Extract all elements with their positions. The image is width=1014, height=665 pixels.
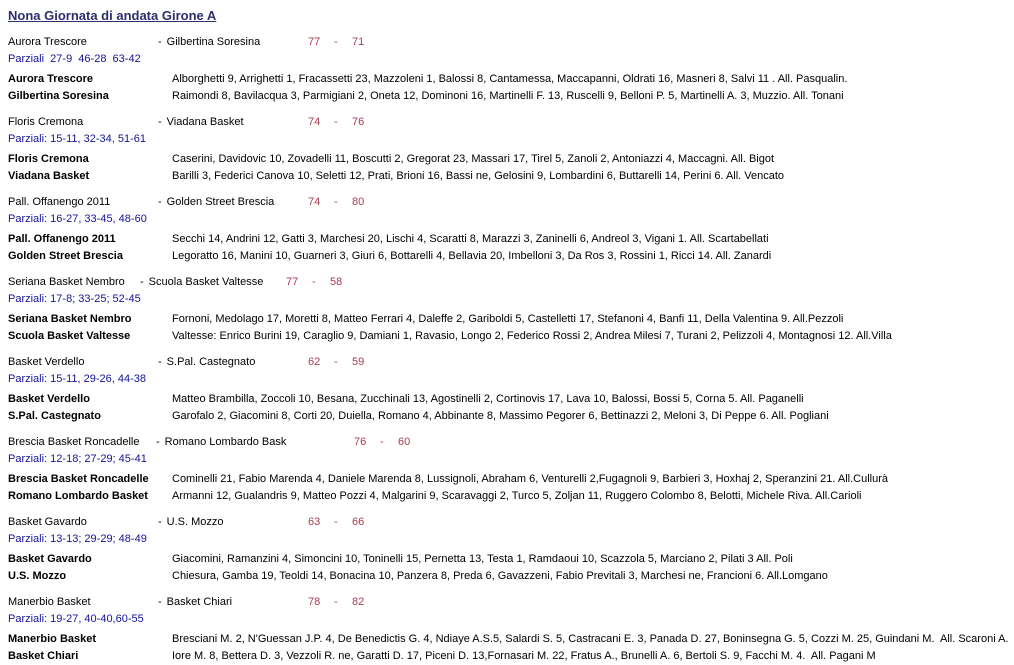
roster-away-players: Valtesse: Enrico Burini 19, Caraglio 9, Damiani 1, Ravasio, Longo 2, Federico Rossi 2, Andrea Milesi 7, Turani 2, Pelizzoli 4, Montagnosi 12. All.Villa [172, 330, 892, 342]
roster-away-players: Armanni 12, Gualandris 9, Matteo Pozzi 4, Malgarini 9, Scaravaggi 2, Turco 5, Zoljan 11, Ruggero Colombo 8, Belotti, Michele Riva. All.Carioli [172, 490, 862, 502]
parziali-line: Parziali: 19-27, 40-40,60-55 [8, 613, 144, 625]
home-team-name: Pall. Offanengo 2011 [8, 196, 111, 208]
roster-away-team-name: Scuola Basket Valtesse [8, 330, 131, 342]
home-team-name: Seriana Basket Nembro [8, 276, 125, 288]
roster-home-players: Caserini, Davidovic 10, Zovadelli 11, Boscutti 2, Gregorat 23, Massari 17, Tirel 5, Zanoli 2, Antoniazzi 4, Maccagni. All. Bigot [172, 153, 775, 165]
score-separator: - [380, 436, 384, 448]
away-team-name: Scuola Basket Valtesse [148, 276, 264, 288]
page-title[interactable]: Nona Giornata di andata Girone A [8, 8, 217, 23]
roster-home-players: Fornoni, Medolago 17, Moretti 8, Matteo Ferrari 4, Daleffe 2, Gariboldi 5, Castelletti 17, Stefanoni 4, Banfi 11, Della Valentina 9. All.Pezzoli [172, 313, 844, 325]
parziali-line: Parziali 27-9 46-28 63-42 [8, 53, 141, 65]
teams-separator: - [158, 596, 162, 608]
home-team-name: Brescia Basket Roncadelle [8, 436, 140, 448]
home-score: 76 [354, 436, 367, 448]
match-score [308, 113, 364, 131]
away-team-name: Romano Lombardo Bask [164, 436, 287, 448]
away-score: 60 [398, 436, 411, 448]
parziali-line: Parziali: 15-11, 32-34, 51-61 [8, 133, 146, 145]
roster-away-players: Chiesura, Gamba 19, Teoldi 14, Bonacina 10, Panzera 8, Preda 6, Gavazzeni, Fabio Previtali 3, Marchesi ne, Francioni 6. All.Lomgano [172, 570, 828, 582]
away-score: 76 [352, 116, 365, 128]
teams-separator: - [158, 196, 162, 208]
roster-home-team-name: Floris Cremona [8, 153, 89, 165]
match-header [8, 33, 1014, 51]
away-team-name: Golden Street Brescia [166, 196, 275, 208]
matches-list [8, 33, 1014, 665]
roster-home-players: Matteo Brambilla, Zoccoli 10, Besana, Zucchinali 13, Agostinelli 2, Cortinovis 17, Lava 10, Balossi, Bossi 5, Corna 5. All. Paganelli [172, 393, 804, 405]
away-roster-row [8, 88, 1014, 105]
roster-away-team-name: U.S. Mozzo [8, 570, 67, 582]
home-roster-row [8, 151, 1014, 168]
away-team-cell [158, 593, 308, 611]
match-block [8, 513, 1014, 585]
away-score: 59 [352, 356, 365, 368]
roster-away-players: Barilli 3, Federici Canova 10, Seletti 12, Prati, Brioni 16, Bassi ne, Gelosini 9, Lombardini 6, Buttarelli 14, Perini 6. All. Vencato [172, 170, 785, 182]
roster-away-team-name: Romano Lombardo Basket [8, 490, 148, 502]
away-team-name: U.S. Mozzo [166, 516, 224, 528]
roster-home-players: Secchi 14, Andrini 12, Gatti 3, Marchesi 20, Lischi 4, Scaratti 8, Marazzi 3, Zaninelli 6, Andreol 3, Vigani 1. All. Scartabellati [172, 233, 769, 245]
home-team-name: Aurora Trescore [8, 36, 87, 48]
match-score [286, 273, 342, 291]
roster-away-team-name: Viadana Basket [8, 170, 90, 182]
teams-separator: - [158, 516, 162, 528]
home-team-name: Basket Gavardo [8, 516, 87, 528]
away-roster-row [8, 168, 1014, 185]
score-separator: - [334, 596, 338, 608]
home-roster-row [8, 631, 1014, 648]
roster-home-team-name: Seriana Basket Nembro [8, 313, 132, 325]
away-score: 82 [352, 596, 365, 608]
home-roster-row [8, 551, 1014, 568]
parziali-line: Parziali: 17-8; 33-25; 52-45 [8, 293, 141, 305]
match-score [308, 33, 364, 51]
roster-home-team-name: Manerbio Basket [8, 633, 97, 645]
away-roster-row [8, 248, 1014, 265]
roster-away-players: Iore M. 8, Bettera D. 3, Vezzoli R. ne, Garatti D. 17, Piceni D. 13,Fornasari M. 22, Fratus A., Brunelli A. 6, Bertoli S. 9, Facchi M. 4. All. Pagani M [172, 650, 876, 662]
match-score [308, 513, 364, 531]
match-header [8, 433, 1014, 451]
home-score: 78 [308, 596, 321, 608]
match-block [8, 353, 1014, 425]
home-score: 62 [308, 356, 321, 368]
score-separator: - [334, 36, 338, 48]
match-block [8, 273, 1014, 345]
score-separator: - [334, 516, 338, 528]
roster-home-players: Bresciani M. 2, N'Guessan J.P. 4, De Benedictis G. 4, Ndiaye A.S.5, Salardi S. 5, Castracani E. 3, Panada D. 27, Boninsegna G. 5, Cozzi M. 25, Guindani M. All. Scaroni A. [172, 633, 1009, 645]
match-header [8, 593, 1014, 611]
parziali-line: Parziali: 15-11, 29-26, 44-38 [8, 373, 146, 385]
roster-away-players: Raimondi 8, Bavilacqua 3, Parmigiani 2, Oneta 12, Dominoni 16, Martinelli F. 13, Ruscelli 9, Belloni P. 5, Martinelli A. 3, Muzzio. All. Tonani [172, 90, 844, 102]
home-score: 77 [308, 36, 321, 48]
home-team-name: Basket Verdello [8, 356, 85, 368]
home-team-name: Floris Cremona [8, 116, 84, 128]
teams-separator: - [158, 356, 162, 368]
roster-away-team-name: Gilbertina Soresina [8, 90, 109, 102]
parziali-line: Parziali: 12-18; 27-29; 45-41 [8, 453, 147, 465]
away-roster-row [8, 328, 1014, 345]
roster-home-team-name: Basket Verdello [8, 393, 90, 405]
away-roster-row [8, 568, 1014, 585]
parziali-line: Parziali: 16-27, 33-45, 48-60 [8, 213, 147, 225]
match-header [8, 193, 1014, 211]
roster-home-players: Cominelli 21, Fabio Marenda 4, Daniele Marenda 8, Lussignoli, Abraham 6, Venturelli 2,Fugagnoli 9, Barbieri 3, Hoxhaj 2, Speranzini 21. All.Cullurà [172, 473, 889, 485]
match-header [8, 513, 1014, 531]
away-roster-row [8, 408, 1014, 425]
match-block [8, 433, 1014, 505]
away-team-cell [158, 113, 308, 131]
score-separator: - [334, 356, 338, 368]
match-score [354, 433, 410, 451]
away-score: 58 [330, 276, 343, 288]
away-score: 66 [352, 516, 365, 528]
match-header [8, 113, 1014, 131]
teams-separator: - [140, 276, 144, 288]
roster-home-players: Alborghetti 9, Arrighetti 1, Fracassetti 23, Mazzoleni 1, Balossi 8, Cantamessa, Maccapanni, Oldrati 16, Masneri 8, Salvi 11 . All. Pasqualin. [172, 73, 848, 85]
roster-home-team-name: Basket Gavardo [8, 553, 92, 565]
match-block [8, 193, 1014, 265]
home-roster-row [8, 231, 1014, 248]
roster-away-team-name: S.Pal. Castegnato [8, 410, 101, 422]
match-score [308, 593, 364, 611]
away-team-name: Gilbertina Soresina [166, 36, 261, 48]
away-roster-row [8, 488, 1014, 505]
away-team-cell [158, 353, 308, 371]
away-team-cell [156, 433, 354, 451]
away-team-cell [158, 513, 308, 531]
away-score: 80 [352, 196, 365, 208]
match-header [8, 353, 1014, 371]
roster-home-team-name: Pall. Offanengo 2011 [8, 233, 116, 245]
roster-away-team-name: Basket Chiari [8, 650, 79, 662]
roster-home-team-name: Aurora Trescore [8, 73, 93, 85]
roster-home-team-name: Brescia Basket Roncadelle [8, 473, 149, 485]
home-score: 74 [308, 116, 321, 128]
away-team-name: Basket Chiari [166, 596, 233, 608]
home-roster-row [8, 311, 1014, 328]
roster-away-players: Legoratto 16, Manini 10, Guarneri 3, Giuri 6, Bottarelli 4, Bellavia 20, Imbelloni 3, Da Ros 3, Rossini 1, Ricci 14. All. Zanardi [172, 250, 772, 262]
home-roster-row [8, 471, 1014, 488]
score-separator: - [312, 276, 316, 288]
teams-separator: - [158, 36, 162, 48]
match-score [308, 353, 364, 371]
match-header [8, 273, 1014, 291]
home-score: 74 [308, 196, 321, 208]
away-score: 71 [352, 36, 365, 48]
teams-separator: - [158, 116, 162, 128]
match-block [8, 593, 1014, 665]
score-separator: - [334, 196, 338, 208]
away-team-name: Viadana Basket [166, 116, 244, 128]
home-score: 77 [286, 276, 299, 288]
parziali-line: Parziali: 13-13; 29-29; 48-49 [8, 533, 147, 545]
home-score: 63 [308, 516, 321, 528]
away-team-cell [158, 193, 308, 211]
roster-home-players: Giacomini, Ramanzini 4, Simoncini 10, Toninelli 15, Pernetta 13, Testa 1, Ramdaoui 10, Scazzola 5, Marciano 2, Pilati 3 All. Poli [172, 553, 793, 565]
home-team-name: Manerbio Basket [8, 596, 91, 608]
roster-away-players: Garofalo 2, Giacomini 8, Corti 20, Duiella, Romano 4, Abbinante 8, Massimo Pegorer 6, Bettinazzi 2, Meloni 3, Di Peppe 6. All. Pogliani [172, 410, 829, 422]
teams-separator: - [156, 436, 160, 448]
away-team-name: S.Pal. Castegnato [166, 356, 256, 368]
match-score [308, 193, 364, 211]
score-separator: - [334, 116, 338, 128]
match-block [8, 33, 1014, 105]
home-roster-row [8, 391, 1014, 408]
away-roster-row [8, 648, 1014, 665]
match-block [8, 113, 1014, 185]
roster-away-team-name: Golden Street Brescia [8, 250, 123, 262]
away-team-cell [158, 33, 308, 51]
home-roster-row [8, 71, 1014, 88]
away-team-cell [140, 273, 286, 291]
